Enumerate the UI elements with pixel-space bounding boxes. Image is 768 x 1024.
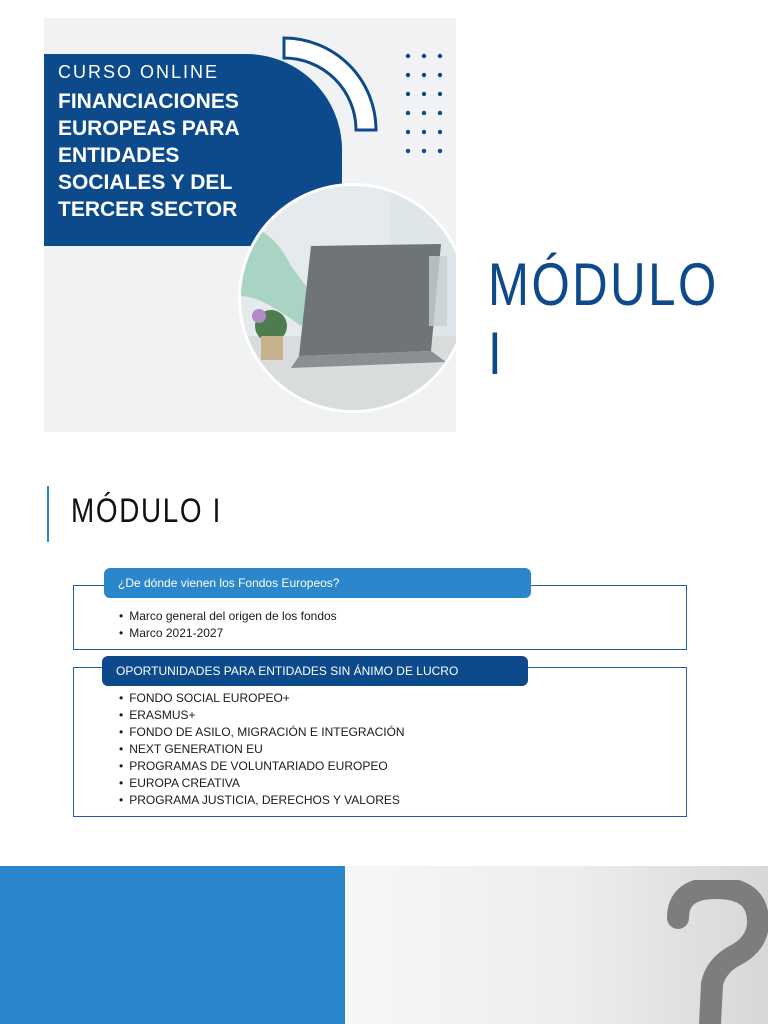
course-cover-image bbox=[44, 18, 456, 432]
list-item: • Marco general del origen de los fondos bbox=[119, 608, 337, 625]
slide-questions bbox=[0, 866, 768, 1024]
slide-module-contents bbox=[0, 446, 768, 860]
list-item: • Marco 2021-2027 bbox=[119, 625, 337, 642]
list-item: • FONDO DE ASILO, MIGRACIÓN E INTEGRACIÓN bbox=[119, 724, 405, 741]
laptop-illustration bbox=[241, 186, 456, 410]
cover-title: FINANCIACIONES EUROPEAS PARA ENTIDADES SOCIALES Y DEL TERCER SECTOR bbox=[58, 90, 240, 221]
laptop-photo bbox=[238, 183, 456, 413]
section-header-origins: ¿De dónde vienen los Fondos Europeos? bbox=[104, 568, 531, 598]
slide-cover bbox=[0, 0, 768, 440]
list-item: • FONDO SOCIAL EUROPEO+ bbox=[119, 690, 405, 707]
blue-panel bbox=[0, 866, 345, 1024]
question-mark-icon bbox=[666, 880, 768, 1024]
origins-list bbox=[119, 608, 337, 642]
decorative-arc-icon bbox=[280, 34, 380, 144]
list-item: • PROGRAMA JUSTICIA, DERECHOS Y VALORES bbox=[119, 792, 405, 809]
list-item: • PROGRAMAS DE VOLUNTARIADO EUROPEO bbox=[119, 758, 405, 775]
dot-grid-icon bbox=[404, 52, 450, 160]
section-header-opportunities: OPORTUNIDADES PARA ENTIDADES SIN ÁNIMO DE LUCRO bbox=[102, 656, 528, 686]
cover-label: CURSO ONLINE bbox=[58, 62, 220, 82]
list-item: • EUROPA CREATIVA bbox=[119, 775, 405, 792]
list-item: • ERASMUS+ bbox=[119, 707, 405, 724]
list-item: • NEXT GENERATION EU bbox=[119, 741, 405, 758]
module-title: MÓDULO I bbox=[71, 492, 222, 530]
opportunities-list bbox=[119, 690, 405, 809]
module-title: MÓDULO I bbox=[488, 251, 719, 387]
accent-line bbox=[47, 486, 49, 542]
